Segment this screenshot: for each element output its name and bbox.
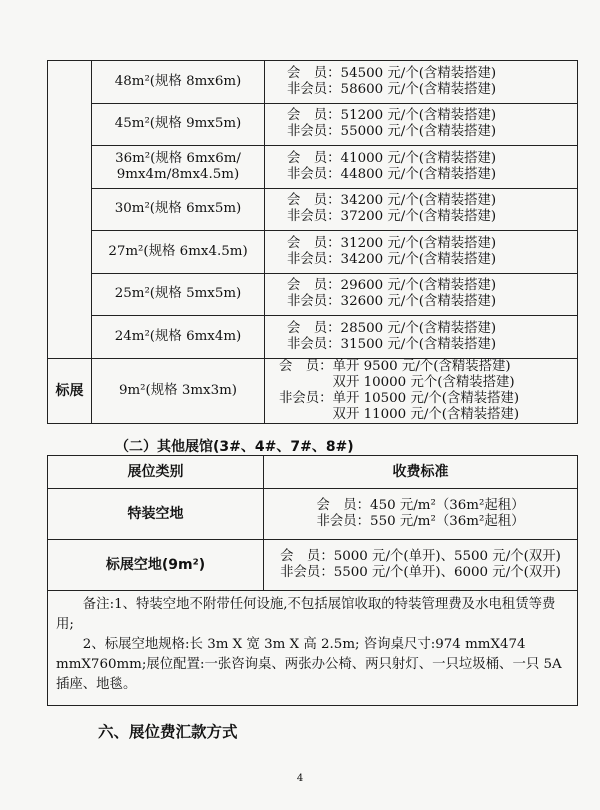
fee-cell [265,146,578,189]
fee-cell [265,61,578,104]
member-fee: 会 员：28500 元/个(含精装搭建) [287,320,497,336]
table-header-row [48,456,578,489]
table-row [48,316,578,359]
booth-size: 9m²(规格 3mx3m) [92,358,265,423]
fee-cell [264,489,578,540]
table-row [48,231,578,274]
nonmember-fee: 非会员：58600 元/个(含精装搭建) [287,81,497,97]
member-fee: 会 员：29600 元/个(含精装搭建) [287,278,497,294]
note-paragraph: 备注:1、特装空地不附带任何设施,不包括展馆收取的特装管理费及水电租赁等费用; [56,597,556,632]
fee-line: 双开 11000 元/个(含精装搭建) [279,406,520,422]
booth-size: 27m²(规格 6mx4.5m) [92,231,265,274]
table-row [48,273,578,316]
table-row-standard-booth [48,358,578,423]
fee-line: 双开 10000 元个(含精装搭建) [279,374,515,390]
pricing-table-main-halls [47,60,578,424]
nonmember-fee: 非会员：550 元/m²（36m²起租） [316,514,525,529]
member-fee: 会 员：450 元/m²（36m²起租） [316,498,525,513]
booth-type-label: 特装空地 [48,489,264,540]
member-fee: 会 员：51200 元/个(含精装搭建) [287,108,497,124]
page-number: 4 [296,773,304,784]
member-fee: 会 员：54500 元/个(含精装搭建) [287,65,497,81]
table-row [48,540,578,591]
table-row [48,188,578,231]
booth-size-line: 36m²(规格 6mx6m/ [115,150,241,166]
booth-size [92,146,265,189]
nonmember-fee: 非会员：34200 元/个(含精装搭建) [287,251,497,267]
fee-cell [264,540,578,591]
booth-size-line: 9mx4m/8mx4.5m) [116,166,240,182]
table-row [48,103,578,146]
subsection-heading: （二）其他展馆(3#、4#、7#、8#) [115,439,354,455]
nonmember-fee: 非会员：37200 元/个(含精装搭建) [287,209,497,225]
table-row [48,61,578,104]
member-fee: 会 员：31200 元/个(含精装搭建) [287,235,497,251]
note-paragraph: 2、标展空地规格:长 3m X 宽 3m X 高 2.5m; 咨询桌尺寸:974 mmX474 mmX760mm;展位配置:一张咨询桌、两张办公椅、两只射灯、一只垃圾桶、一只 5A 插座、地毯。 [56,637,562,692]
booth-size: 25m²(规格 5mx5m) [92,273,265,316]
booth-type-label: 标展空地(9m²) [48,540,264,591]
nonmember-fee: 非会员：32600 元/个(含精装搭建) [287,294,497,310]
section-title: 六、展位费汇款方式 [98,722,238,741]
fee-line: 非会员：单开 10500 元/个(含精装搭建) [279,390,520,406]
nonmember-fee: 非会员：31500 元/个(含精装搭建) [287,336,497,352]
fee-cell [265,273,578,316]
fee-cell [265,316,578,359]
booth-size: 24m²(规格 6mx4m) [92,316,265,359]
notes-cell [48,591,578,706]
table-row [48,146,578,189]
nonmember-fee: 非会员：55000 元/个(含精装搭建) [287,124,497,140]
nonmember-fee: 非会员：5500 元/个(单开)、6000 元/个(双开) [280,565,561,580]
member-fee: 会 员：5000 元/个(单开)、5500 元/个(双开) [280,549,561,564]
table-notes-row [48,591,578,706]
fee-cell [265,358,578,423]
category-label: 标展 [48,358,92,423]
fee-line: 会 员：单开 9500 元/个(含精装搭建) [279,358,511,374]
fee-cell [265,103,578,146]
member-fee: 会 员：34200 元/个(含精装搭建) [287,193,497,209]
booth-size: 30m²(规格 6mx5m) [92,188,265,231]
column-header-fee: 收费标准 [264,456,578,489]
booth-size: 48m²(规格 8mx6m) [92,61,265,104]
column-header-type: 展位类别 [48,456,264,489]
category-cell-blank [48,61,92,359]
table-row [48,489,578,540]
fee-cell [265,188,578,231]
booth-size: 45m²(规格 9mx5m) [92,103,265,146]
pricing-table-other-halls [47,455,578,706]
nonmember-fee: 非会员：44800 元/个(含精装搭建) [287,166,497,182]
fee-cell [265,231,578,274]
member-fee: 会 员：41000 元/个(含精装搭建) [287,150,497,166]
